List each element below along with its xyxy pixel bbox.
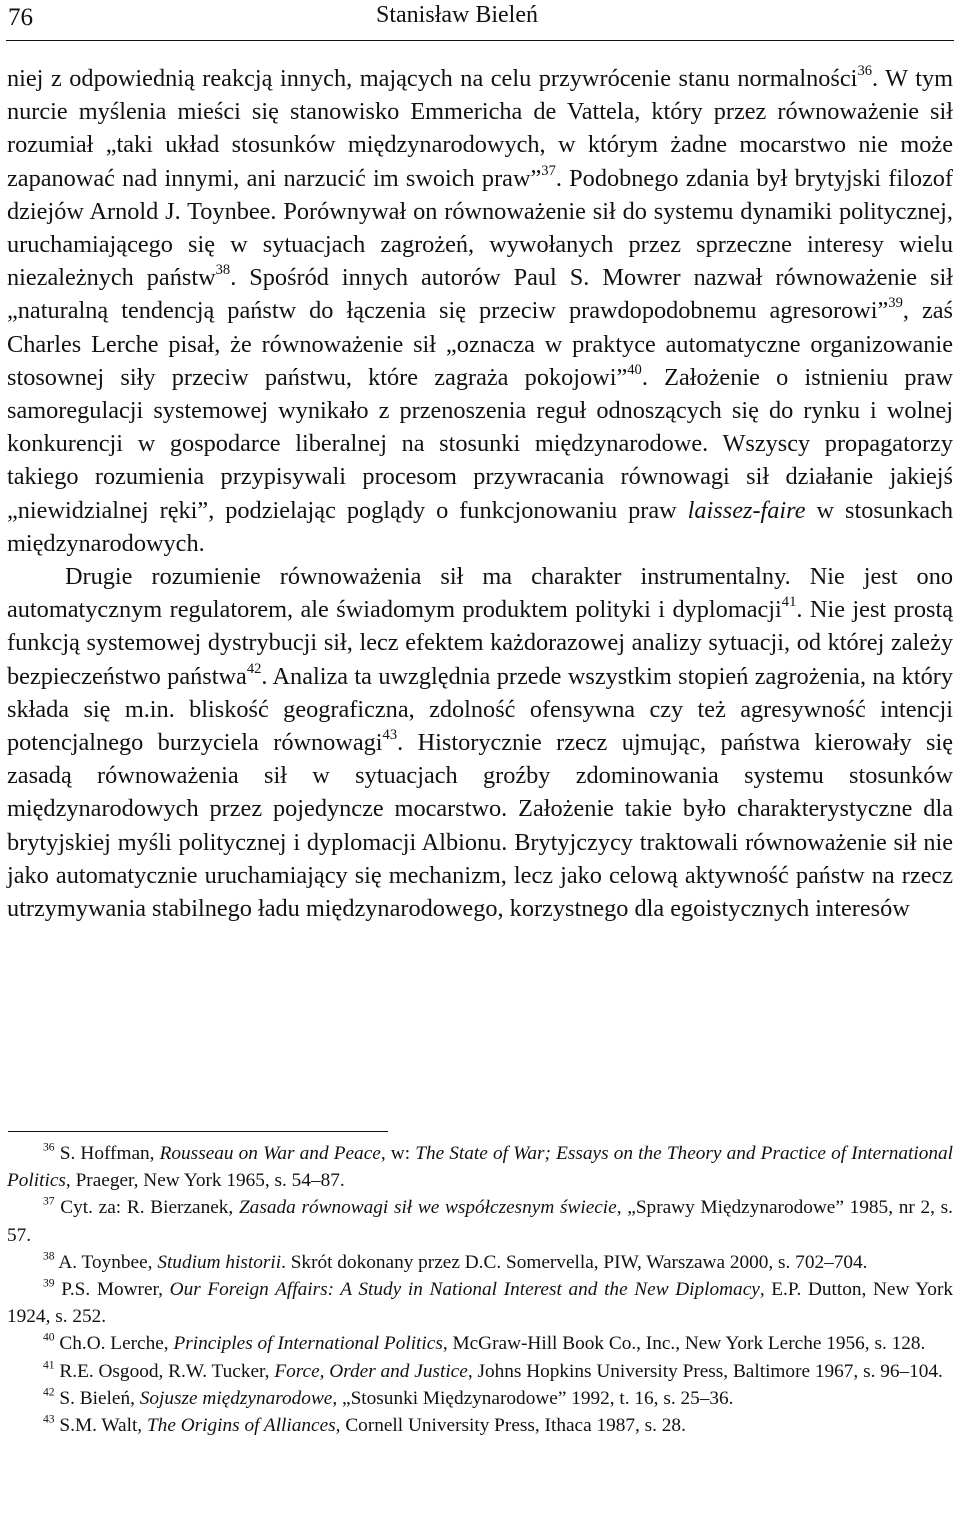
running-title: Stanisław Bieleń (376, 2, 538, 28)
footnote-text: S.M. Walt, (59, 1415, 147, 1437)
text-run: . Nie jest prostą funkcją systemowej dystrybucji sił, lecz efektem każdorazowej analizy sytuacji, od której zależy bezpieczeństwo państwa (7, 596, 953, 690)
text-run: . Historycznie rzecz ujmując, państwa kierowały się zasadą równoważenia sił w sytuacjach groźby zdominowania systemu stosunków międzynarodowych przez pojedyncze mocarstwo. Założenie takie było charakterystyczne dla brytyjskiej myśli politycznej i dyplomacji Albionu. Brytyjczycy traktowali równoważenie sił nie jako automatycznie uruchamiający się mechanizm, lecz jako celową aktywność państw na rzecz utrzymywania stabilnego ładu międzynarodowego, korzystnego dla egoistycznych interesów (7, 729, 953, 923)
footnotes (7, 1140, 953, 1439)
footnote-text: , Cornell University Press, Ithaca 1987, s. 28. (335, 1415, 686, 1437)
footnote-text: , E.P. Dutton, New York 1924, s. 252. (7, 1279, 954, 1328)
page-header (6, 0, 954, 44)
text-run: . Analiza ta uwzględnia przede wszystkim stopień zagrożenia, na który składa się m.in. bliskość geograficzna, zdolność ofensywna czy też agresywność intencji potencjalnego burzyciela równowagi (7, 662, 954, 757)
footnote-number: 39 (43, 1276, 55, 1290)
footnote (7, 1194, 953, 1248)
footnote-ref-39: 39 (888, 295, 903, 312)
footnote-number: 36 (43, 1140, 55, 1154)
footnote-text: , Johns Hopkins University Press, Baltimore 1967, s. 96–104. (467, 1360, 943, 1382)
footnote-number: 37 (43, 1194, 55, 1208)
footnote-number: 40 (43, 1330, 55, 1344)
footnote-ref-41: 41 (781, 594, 797, 611)
footnote-ref-37: 37 (541, 162, 556, 179)
page-number: 76 (8, 4, 33, 31)
footnote (7, 1412, 953, 1439)
text-run: . W tym nurcie myślenia mieści się stanowisko Emmericha de Vattela, który przez równoważenie sił rozumiał „taki układ stosunków międzynarodowych, w którym żadne mocarstwo nie może zapanować nad innymi, ani narzucić im swoich praw” (7, 65, 953, 192)
footnote-text: , „Stosunki Międzynarodowe” 1992, t. 16, s. 25–36. (332, 1387, 734, 1409)
footnote-title: Rousseau on War and Peace (159, 1143, 381, 1164)
text-run: niej z odpowiednią reakcją innych, mających na celu przywrócenie stanu normalności (7, 65, 858, 92)
main-text (7, 62, 953, 925)
footnote-number: 41 (43, 1357, 55, 1371)
footnote (7, 1140, 953, 1194)
footnote-number: 43 (43, 1412, 55, 1426)
footnote-title: Our Foreign Affairs: A Study in National Interest and the New Diplomacy (169, 1279, 760, 1301)
footnote-text: , Praeger, New York 1965, s. 54–87. (65, 1170, 345, 1192)
footnote-text: , McGraw-Hill Book Co., Inc., New York Lerche 1956, s. 128. (442, 1333, 926, 1355)
text-run: w stosunkach międzynarodowych. (7, 496, 953, 557)
footnote-text: , w: (380, 1143, 416, 1164)
footnote-ref-38: 38 (215, 262, 231, 279)
italic-term: laissez-faire (687, 496, 806, 524)
footnote-ref-40: 40 (627, 361, 642, 378)
header-rule (6, 40, 954, 41)
footnote-title: Sojusze międzynarodowe (139, 1387, 333, 1409)
footnote (7, 1330, 953, 1357)
footnote-title: The Origins of Alliances (146, 1415, 336, 1437)
footnote-number: 38 (43, 1249, 55, 1263)
footnote-title: Studium historii (157, 1251, 282, 1273)
footnote-text: Cyt. za: R. Bierzanek, (60, 1197, 239, 1219)
footnote-title: The State of War; Essays on the Theory and Practice of International Politics (7, 1143, 953, 1192)
footnote-title: Force, Order and Justice (274, 1360, 468, 1382)
footnote-text: R.E. Osgood, R.W. Tucker, (59, 1360, 275, 1382)
paragraph-1 (7, 62, 953, 560)
footnote-text: P.S. Mowrer, (61, 1279, 170, 1301)
footnote-text: Ch.O. Lerche, (59, 1333, 174, 1355)
footnote-title: Zasada równowagi sił we współczesnym świecie (238, 1197, 617, 1219)
footnote (7, 1358, 953, 1385)
footnote (7, 1385, 953, 1412)
footnote (7, 1249, 953, 1276)
footnote-text: S. Hoffman, (59, 1143, 160, 1164)
footnote-separator (8, 1131, 388, 1132)
footnote (7, 1276, 953, 1330)
footnote-number: 42 (43, 1385, 55, 1399)
footnote-ref-42: 42 (246, 660, 262, 677)
footnote-text: . Skrót dokonany przez D.C. Somervella, PIW, Warszawa 2000, s. 702–704. (281, 1251, 868, 1273)
text-run: . Założenie o istnieniu praw samoregulacji systemowej wynikało z przenoszenia reguł odnoszących się do rynku i wolnej konkurencji w gospodarce liberalnej na stosunki międzynarodowe. Wszyscy propagatorzy takiego rozumienia przypisywali procesom przywracania równowagi sił działanie jakiejś „niewidzialnej ręki”, podzielając poglądy o funkcjonowaniu praw (7, 363, 953, 524)
footnote-title: Principles of International Politics (173, 1333, 443, 1355)
footnote-text: S. Bieleń, (59, 1387, 140, 1409)
footnote-text: , „Sprawy Międzynarodowe” 1985, nr 2, s. 57. (7, 1197, 954, 1246)
footnote-ref-43: 43 (382, 727, 398, 744)
text-run: Drugie rozumienie równoważenia sił ma charakter instrumentalny. Nie jest ono automatycznym regulatorem, ale świadomym produktem polityki i dyplomacji (7, 563, 953, 624)
footnote-ref-36: 36 (857, 63, 873, 80)
paragraph-2 (7, 560, 953, 925)
text-run: . Podobnego zdania był brytyjski filozof dziejów Arnold J. Toynbee. Porównywał on równoważenie sił do systemu dynamiki politycznej, uruchamiającego się w sytuacjach zagrożeń, wywołanych przez sprzeczne interesy wielu niezależnych państw (7, 164, 953, 292)
footnote-text: A. Toynbee, (58, 1251, 158, 1273)
text-run: , zaś Charles Lerche pisał, że równoważenie sił „oznacza w praktyce automatyczne organizowanie stosownej siły przeciw państwu, które zagraża pokojowi” (7, 297, 953, 391)
text-run: . Spośród innych autorów Paul S. Mowrer nazwał równoważenie sił „naturalną tendencją państw do łączenia się przeciw prawdopodobnemu agresorowi” (7, 264, 953, 325)
